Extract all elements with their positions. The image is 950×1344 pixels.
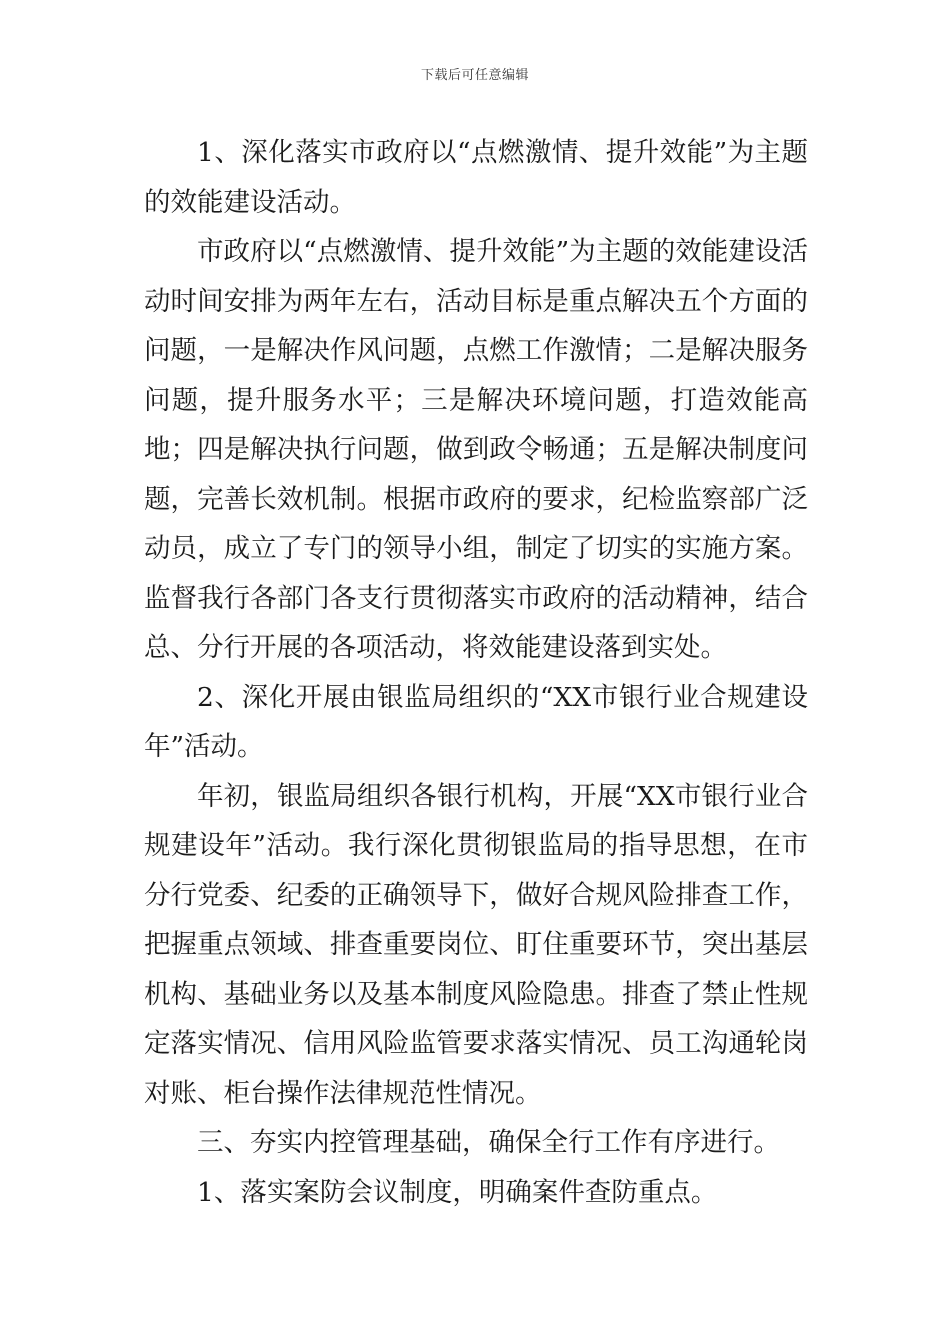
- section-heading-case-prevention: 1、落实案防会议制度，明确案件查防重点。: [197, 1176, 718, 1208]
- paragraph-efficiency-campaign: 市政府以“点燃激情、提升效能”为主题的效能建设活动时间安排为两年左右，活动目标是重点解决五个方面的问题，一是解决作风问题，点燃工作激情；二是解决服务问题，提升服务水平；三是解决环境问题，打造效能高地；四是解决执行问题，做到政令畅通；五是解决制度问题，完善长效机制。根据市政府的要求，纪检监察部广泛动员，成立了专门的领导小组，制定了切实的实施方案。监督我行各部门各支行贯彻落实市政府的活动精神，结合总、分行开展的各项活动，将效能建设落到实处。: [144, 236, 808, 663]
- page-header-note: 下载后可任意编辑: [420, 68, 529, 83]
- document-body: [144, 128, 808, 1217]
- section-heading-internal-control: 三、夯实内控管理基础，确保全行工作有序进行。: [197, 1127, 780, 1158]
- section-heading-compliance-year: 2、深化开展由银监局组织的“XX市银行业合规建设年”活动。: [144, 681, 808, 762]
- paragraph-compliance-year: 年初，银监局组织各银行机构，开展“XX市银行业合规建设年”活动。我行深化贯彻银监局的指导思想，在市分行党委、纪委的正确领导下，做好合规风险排查工作，把握重点领域、排查重要岗位、盯住重要环节，突出基层机构、基础业务以及基本制度风险隐患。排查了禁止性规定落实情况、信用风险监管要求落实情况、员工沟通轮岗对账、柜台操作法律规范性情况。: [144, 780, 808, 1109]
- section-heading-efficiency-campaign: 1、深化落实市政府以“点燃激情、提升效能”为主题的效能建设活动。: [144, 137, 808, 218]
